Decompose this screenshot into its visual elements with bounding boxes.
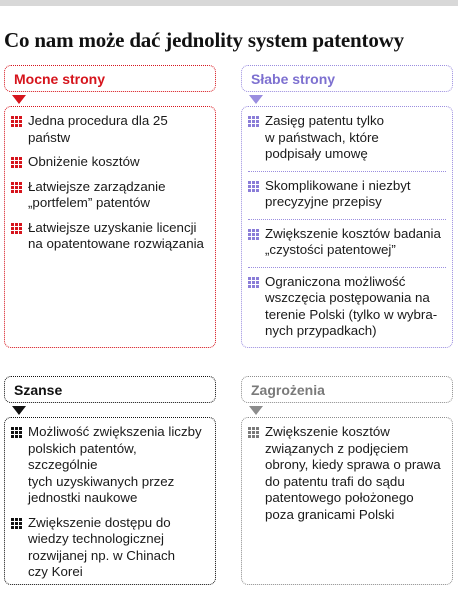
weakness-item [248, 113, 446, 163]
opportunity-item-text: Zwiększenie dostępu do wiedzy technologicznej rozwijanej np. w Chinach czy Korei [28, 514, 176, 579]
strengths-box [4, 106, 216, 348]
opportunities-arrow-icon [12, 406, 26, 415]
weaknesses-arrow-icon [249, 95, 263, 104]
bullet-grid-icon [11, 518, 22, 529]
page-title: Co nam może dać jednolity system patentowy [4, 28, 404, 52]
opportunity-item-text: Możliwość zwiększenia liczby polskich patentów, szczególnie tych uzyskiwanych przez jednostki naukowe [28, 424, 202, 505]
strength-item-text: Łatwiejsze uzyskanie licencji na opatentowane rozwiązania [28, 219, 204, 251]
strength-item [11, 113, 209, 146]
threats-header: Zagrożenia [241, 376, 453, 403]
strengths-header: Mocne strony [4, 65, 216, 92]
threats-section [241, 376, 453, 585]
strength-item-text: Jedna procedura dla 25 państw [28, 113, 168, 145]
weakness-item [248, 219, 446, 259]
bullet-grid-icon [248, 116, 259, 127]
threats-arrow-icon [249, 406, 263, 415]
top-rule [0, 0, 458, 6]
strength-item-text: Łatwiejsze zarządzanie „portfelem” patentów [28, 178, 166, 210]
bullet-grid-icon [248, 181, 259, 192]
bullet-grid-icon [11, 116, 22, 127]
bullet-grid-icon [11, 223, 22, 234]
weakness-item-text: Zwiększenie kosztów badania „czystości patentowej” [265, 225, 441, 257]
weaknesses-box [241, 106, 453, 348]
threats-box [241, 417, 453, 585]
strength-item [11, 154, 209, 171]
weakness-item [248, 171, 446, 211]
bullet-grid-icon [248, 427, 259, 438]
opportunities-section [4, 376, 216, 585]
strengths-section [4, 65, 216, 348]
strength-item-text: Obniżenie kosztów [28, 154, 140, 169]
weakness-item-text: Skomplikowane i niezbyt precyzyjne przepisy [265, 177, 411, 209]
bullet-grid-icon [248, 229, 259, 240]
bullet-grid-icon [11, 182, 22, 193]
threat-item [248, 424, 446, 523]
weakness-item-text: Ograniczona możliwość wszczęcia postępowania na terenie Polski (tylko w wybra- nych przypadkach) [265, 273, 438, 338]
weakness-item-text: Zasięg patentu tylko w państwach, które podpisały umowę [265, 113, 385, 161]
bullet-grid-icon [248, 277, 259, 288]
strength-item [11, 220, 209, 253]
bullet-grid-icon [11, 157, 22, 168]
weaknesses-header: Słabe strony [241, 65, 453, 92]
weaknesses-section [241, 65, 453, 348]
weakness-item [248, 267, 446, 340]
strengths-arrow-icon [12, 95, 26, 104]
opportunity-item [11, 424, 209, 507]
bullet-grid-icon [11, 427, 22, 438]
opportunity-item [11, 515, 209, 581]
opportunities-header: Szanse [4, 376, 216, 403]
opportunities-box [4, 417, 216, 585]
strength-item [11, 179, 209, 212]
threat-item-text: Zwiększenie kosztów związanych z podjęciem obrony, kiedy sprawa o prawa do patentu trafi do sądu patentowego położonego poza granicami Polski [265, 424, 441, 522]
